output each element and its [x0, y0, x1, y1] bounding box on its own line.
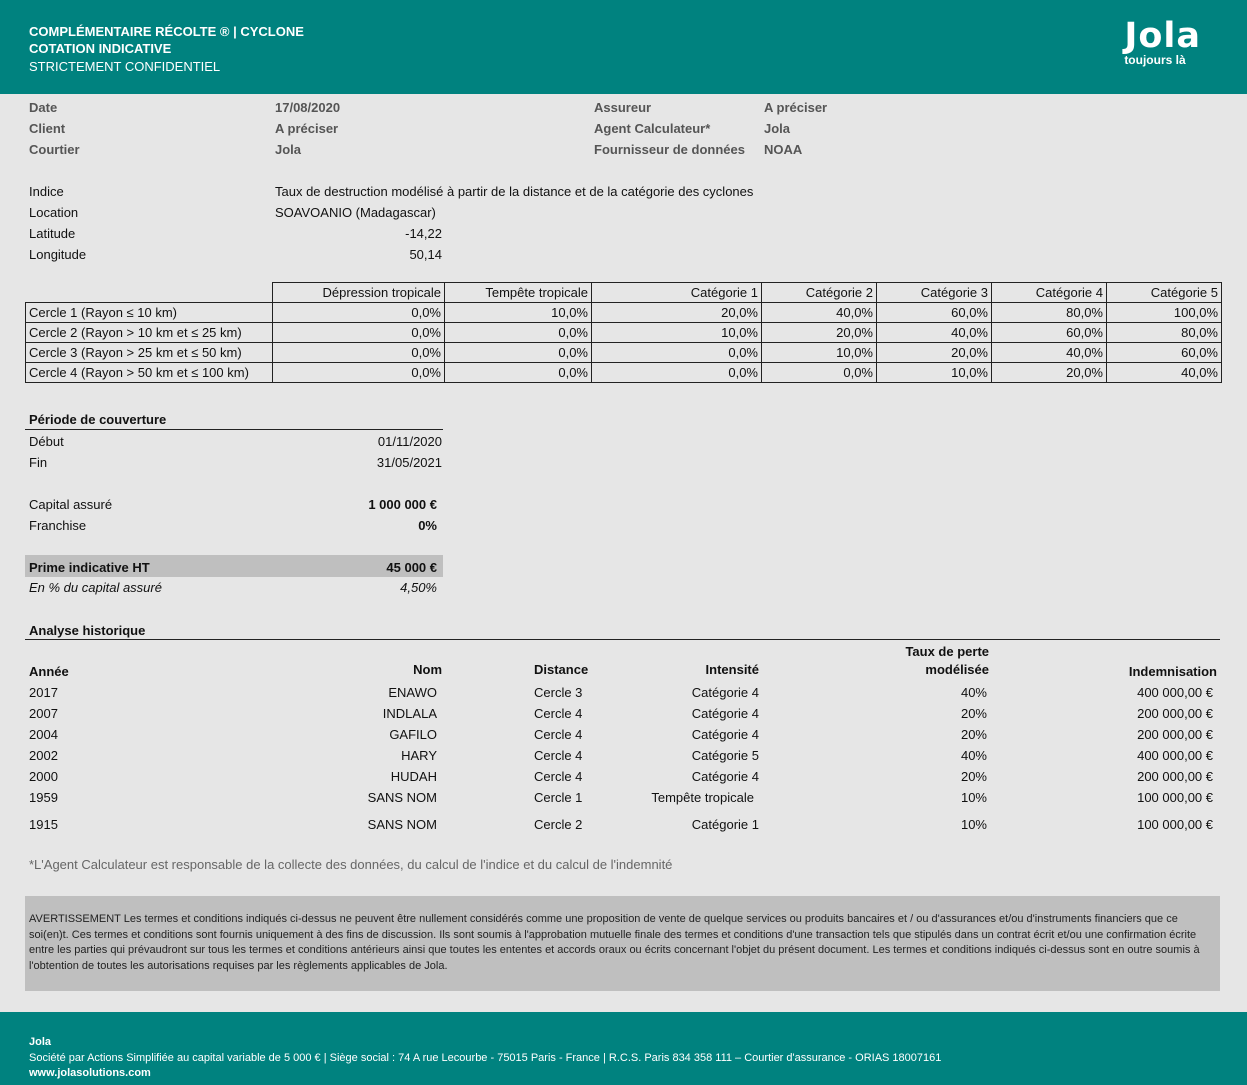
table-cell: 40,0% — [1107, 363, 1222, 383]
hist-intensite: Tempête tropicale — [651, 790, 754, 805]
header-cell: Catégorie 2 — [762, 283, 877, 303]
hist-distance: Cercle 1 — [534, 790, 583, 805]
hist-intensite: Catégorie 4 — [691, 706, 759, 721]
coverage-divider — [25, 429, 443, 430]
hist-nom: GAFILO — [389, 727, 437, 742]
agent-label: Agent Calculateur* — [594, 121, 711, 136]
capital-label: Capital assuré — [29, 497, 113, 512]
jola-logo — [1124, 18, 1201, 66]
table-cell: 40,0% — [762, 303, 877, 323]
col-indemnisation: Indemnisation — [1128, 664, 1217, 679]
table-row — [26, 323, 1222, 343]
debut-label: Début — [29, 434, 64, 449]
col-taux-line1: Taux de perte — [905, 644, 989, 659]
logo-tagline: toujours là — [1124, 53, 1186, 67]
disclaimer-box — [25, 896, 1220, 991]
row-label: Cercle 2 (Rayon > 10 km et ≤ 25 km) — [26, 323, 273, 343]
prime-value: 45 000 € — [386, 560, 437, 575]
capital-value: 1 000 000 € — [368, 497, 437, 512]
table-cell: 80,0% — [992, 303, 1107, 323]
table-cell: 10,0% — [445, 303, 592, 323]
table-cell: 0,0% — [592, 343, 762, 363]
table-cell: 40,0% — [877, 323, 992, 343]
row-label: Cercle 4 (Rayon > 50 km et ≤ 100 km) — [26, 363, 273, 383]
confidential-label: STRICTEMENT CONFIDENTIEL — [29, 59, 221, 74]
footer-website-link[interactable]: www.jolasolutions.com — [29, 1067, 151, 1079]
franchise-value: 0% — [418, 518, 437, 533]
hist-nom: INDLALA — [382, 706, 437, 721]
location-label: Location — [29, 205, 79, 220]
header-banner — [0, 0, 1247, 94]
footer — [0, 1012, 1247, 1085]
header-cell: Dépression tropicale — [273, 283, 445, 303]
hist-nom: SANS NOM — [367, 817, 437, 832]
agent-value: Jola — [764, 121, 791, 136]
hist-indemnisation: 100 000,00 € — [1137, 790, 1213, 805]
hist-taux: 40% — [960, 685, 987, 700]
hist-distance: Cercle 4 — [534, 769, 583, 784]
footer-company: Jola — [29, 1036, 52, 1048]
hist-indemnisation: 200 000,00 € — [1137, 769, 1213, 784]
longitude-value: 50,14 — [409, 247, 442, 262]
hist-annee: 2004 — [29, 727, 58, 742]
table-cell: 10,0% — [592, 323, 762, 343]
table-header-row — [26, 283, 1222, 303]
prime-label: Prime indicative HT — [29, 560, 150, 575]
doc-title: COMPLÉMENTAIRE RÉCOLTE ® | CYCLONE — [29, 24, 304, 39]
table-cell: 80,0% — [1107, 323, 1222, 343]
header-cell: Catégorie 3 — [877, 283, 992, 303]
hist-intensite: Catégorie 5 — [691, 748, 759, 763]
hist-taux: 10% — [960, 790, 987, 805]
hist-annee: 2000 — [29, 769, 58, 784]
hist-indemnisation: 400 000,00 € — [1137, 748, 1213, 763]
hist-nom: ENAWO — [388, 685, 437, 700]
client-value: A préciser — [275, 121, 339, 136]
hist-annee: 1959 — [29, 790, 58, 805]
table-cell: 0,0% — [445, 343, 592, 363]
row-label: Cercle 1 (Rayon ≤ 10 km) — [26, 303, 273, 323]
col-nom: Nom — [413, 662, 442, 677]
table-cell: 0,0% — [445, 323, 592, 343]
debut-value: 01/11/2020 — [377, 434, 442, 449]
hist-distance: Cercle 4 — [534, 748, 583, 763]
hist-annee: 1915 — [29, 817, 58, 832]
hist-distance: Cercle 4 — [534, 706, 583, 721]
hist-indemnisation: 100 000,00 € — [1137, 817, 1213, 832]
hist-distance: Cercle 2 — [534, 817, 583, 832]
disclaimer-text: AVERTISSEMENT Les termes et conditions indiqués ci-dessus ne peuvent être nullement considérés comme une proposition de vente de quelque services ou produits bancaires et / ou d'assurances et/ou d'instruments financiers que ce soi(en)t. Ces termes et conditions sont fournis uniquement à des fins de discussion. Ils sont soumis à l'approbation mutuelle finale des termes et conditions d'une transaction tels que stipulés dans un contrat écrit et/ou une confirmation écrite entre les parties qui prévaudront sur tous les termes et conditions antérieurs ainsi que toutes les ententes et accords oraux ou écrits concernant l'objet du présent document. Les termes et conditions indiqués ci-dessus sont en outre soumis à l'obtention de toutes les autorisations requises par les règlements applicables de Jola. — [29, 913, 1200, 972]
hist-taux: 10% — [960, 817, 987, 832]
date-value: 17/08/2020 — [275, 100, 341, 115]
footer-legal: Société par Actions Simplifiée au capital variable de 5 000 € | Siège social : 74 A rue Lecourbe - 75015 Paris - France | R.C.S. Paris 834 358 111 – Courtier d'assurance - ORIAS 18007161 — [29, 1052, 942, 1064]
row-label: Cercle 3 (Rayon > 25 km et ≤ 50 km) — [26, 343, 273, 363]
indice-value: Taux de destruction modélisé à partir de la distance et de la catégorie des cyclones — [275, 184, 754, 199]
table-row — [26, 343, 1222, 363]
table-cell: 60,0% — [992, 323, 1107, 343]
location-value: SOAVOANIO (Madagascar) — [275, 205, 436, 220]
longitude-label: Longitude — [29, 247, 87, 262]
table-cell: 0,0% — [273, 323, 445, 343]
hist-annee: 2017 — [29, 685, 58, 700]
table-cell: 20,0% — [992, 363, 1107, 383]
hist-intensite: Catégorie 4 — [691, 727, 759, 742]
assureur-value: A préciser — [764, 100, 828, 115]
table-cell: 0,0% — [273, 343, 445, 363]
header-cell: Catégorie 1 — [592, 283, 762, 303]
hist-nom: HARY — [401, 748, 437, 763]
table-cell: 0,0% — [273, 363, 445, 383]
col-distance: Distance — [534, 662, 589, 677]
table-row — [26, 303, 1222, 323]
history-title: Analyse historique — [29, 623, 146, 638]
table-cell: 10,0% — [762, 343, 877, 363]
table-cell: 20,0% — [592, 303, 762, 323]
hist-intensite: Catégorie 1 — [691, 817, 759, 832]
courtier-label: Courtier — [29, 142, 80, 157]
table-corner-cell — [26, 283, 273, 303]
hist-annee: 2007 — [29, 706, 58, 721]
fin-label: Fin — [29, 455, 48, 470]
date-label: Date — [29, 100, 58, 115]
table-cell: 60,0% — [877, 303, 992, 323]
table-cell: 60,0% — [1107, 343, 1222, 363]
header-cell: Catégorie 4 — [992, 283, 1107, 303]
assureur-label: Assureur — [594, 100, 652, 115]
col-taux-line2: modélisée — [925, 662, 989, 677]
latitude-value: -14,22 — [405, 226, 442, 241]
fournisseur-value: NOAA — [764, 142, 803, 157]
table-cell: 10,0% — [877, 363, 992, 383]
table-cell: 0,0% — [445, 363, 592, 383]
hist-taux: 20% — [960, 706, 987, 721]
table-cell: 0,0% — [592, 363, 762, 383]
coverage-title: Période de couverture — [29, 412, 167, 427]
pct-label: En % du capital assuré — [29, 580, 162, 595]
hist-annee: 2002 — [29, 748, 58, 763]
hist-distance: Cercle 3 — [534, 685, 583, 700]
col-annee: Année — [29, 664, 69, 679]
hist-nom: HUDAH — [390, 769, 437, 784]
hist-nom: SANS NOM — [367, 790, 437, 805]
history-divider — [25, 639, 1220, 640]
table-cell: 100,0% — [1107, 303, 1222, 323]
hist-indemnisation: 400 000,00 € — [1137, 685, 1213, 700]
destruction-rate-table — [25, 282, 1222, 383]
courtier-value: Jola — [275, 142, 302, 157]
logo-name: Jola — [1124, 16, 1201, 56]
table-cell: 20,0% — [877, 343, 992, 363]
latitude-label: Latitude — [29, 226, 76, 241]
table-cell: 0,0% — [762, 363, 877, 383]
hist-indemnisation: 200 000,00 € — [1137, 727, 1213, 742]
hist-indemnisation: 200 000,00 € — [1137, 706, 1213, 721]
indice-label: Indice — [29, 184, 64, 199]
hist-taux: 20% — [960, 769, 987, 784]
pct-value: 4,50% — [400, 580, 437, 595]
hist-intensite: Catégorie 4 — [691, 769, 759, 784]
hist-taux: 20% — [960, 727, 987, 742]
client-label: Client — [29, 121, 66, 136]
table-cell: 20,0% — [762, 323, 877, 343]
header-cell: Tempête tropicale — [445, 283, 592, 303]
doc-subtitle: COTATION INDICATIVE — [29, 41, 172, 56]
header-cell: Catégorie 5 — [1107, 283, 1222, 303]
hist-taux: 40% — [960, 748, 987, 763]
col-intensite: Intensité — [705, 662, 759, 677]
hist-intensite: Catégorie 4 — [691, 685, 759, 700]
fournisseur-label: Fournisseur de données — [594, 142, 745, 157]
table-cell: 0,0% — [273, 303, 445, 323]
table-cell: 40,0% — [992, 343, 1107, 363]
fin-value: 31/05/2021 — [376, 455, 442, 470]
franchise-label: Franchise — [29, 518, 87, 533]
hist-distance: Cercle 4 — [534, 727, 583, 742]
footnote: *L'Agent Calculateur est responsable de la collecte des données, du calcul de l'indice et du calcul de l'indemnité — [29, 857, 673, 872]
table-row — [26, 363, 1222, 383]
